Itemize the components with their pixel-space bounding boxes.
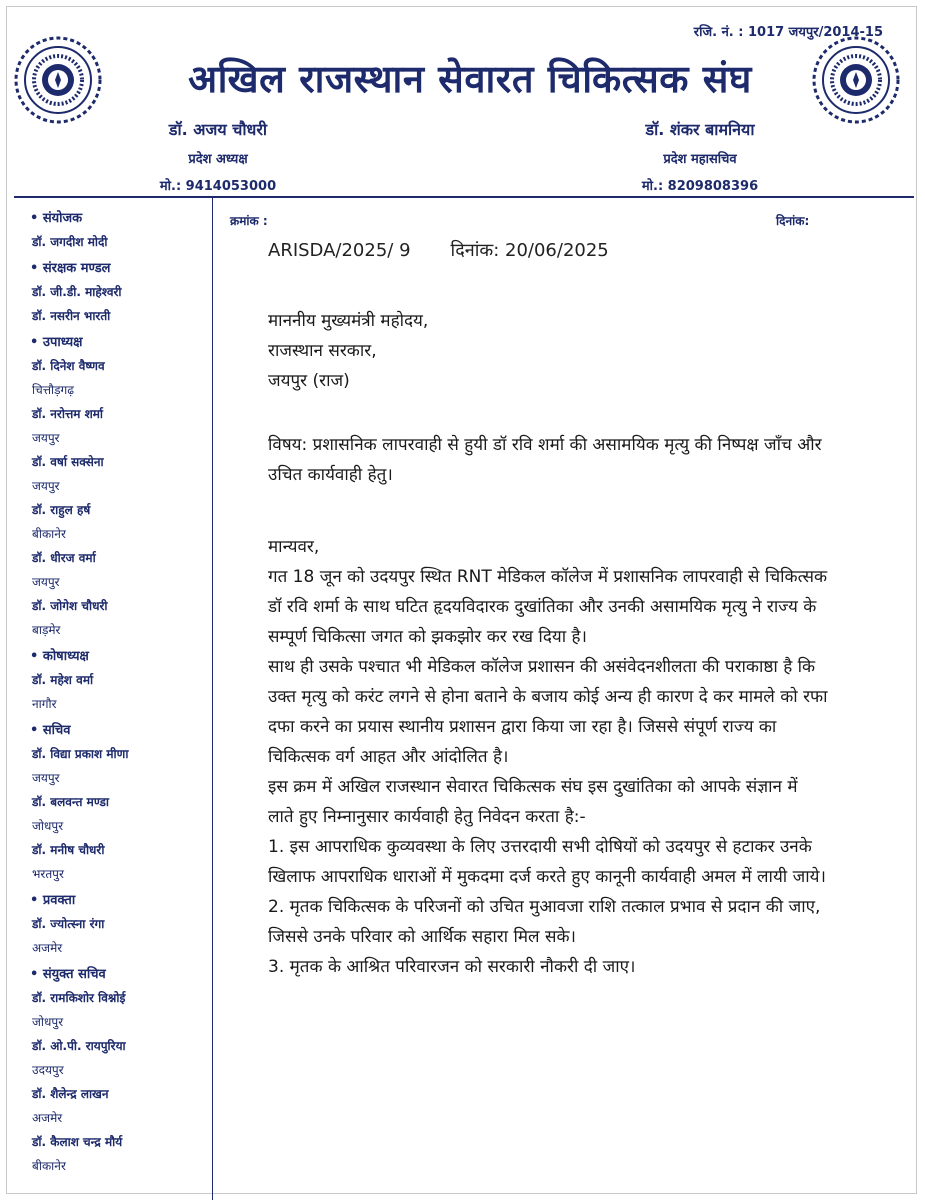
member-name: डॉ. धीरज वर्मा xyxy=(32,551,96,565)
member-name: डॉ. जोगेश चौधरी xyxy=(32,599,108,613)
organization-title: अखिल राजस्थान सेवारत चिकित्सक संघ xyxy=(188,57,752,101)
seal-emblem-icon xyxy=(14,36,102,124)
official-phone: मो.: 9414053000 xyxy=(159,179,277,194)
office-bearers-sidebar xyxy=(30,208,210,1174)
letter-subject: विषय: प्रशासनिक लापरवाही से हुयी डॉ रवि शर्मा की असामयिक मृत्यु की निष्पक्ष जाँच और उचित कार्यवाही हेतु। xyxy=(268,435,822,485)
address-line: राजस्थान सरकार, xyxy=(268,341,377,361)
sidebar-section-title: • संयोजक xyxy=(30,211,83,226)
member-name: डॉ. वर्षा सक्सेना xyxy=(32,455,104,469)
sidebar-section-title: • उपाध्यक्ष xyxy=(30,335,83,350)
member-name: डॉ. जगदीश मोदी xyxy=(32,235,108,249)
header-divider xyxy=(14,196,914,198)
member-place: जयपुर xyxy=(32,771,60,785)
member-place: बाड़मेर xyxy=(32,623,61,637)
official-right xyxy=(600,118,800,194)
sidebar-section-title: • सचिव xyxy=(30,723,71,738)
member-name: डॉ. नसरीन भारती xyxy=(32,309,111,323)
member-name: डॉ. ज्योत्स्ना रंगा xyxy=(32,917,105,931)
official-left xyxy=(118,118,318,194)
address-line: माननीय मुख्यमंत्री महोदय, xyxy=(268,311,429,331)
member-name: डॉ. जी.डी. माहेश्वरी xyxy=(32,285,122,299)
member-place: जयपुर xyxy=(32,575,60,589)
official-name: डॉ. अजय चौधरी xyxy=(168,120,268,139)
member-place: बीकानेर xyxy=(32,527,66,541)
member-place: भरतपुर xyxy=(32,867,64,881)
member-place: जयपुर xyxy=(32,431,60,445)
address-line: जयपुर (राज) xyxy=(268,371,350,391)
member-name: डॉ. मनीष चौधरी xyxy=(32,843,105,857)
registration-number: रजि. नं. : 1017 जयपुर/2014-15 xyxy=(693,25,883,40)
member-name: डॉ. ओ.पी. रायपुरिया xyxy=(32,1039,126,1053)
sidebar-section-title: • संयुक्त सचिव xyxy=(30,967,106,982)
member-place: नागौर xyxy=(32,697,57,711)
member-place: चित्तौड़गढ़ xyxy=(32,383,75,397)
member-name: डॉ. विद्या प्रकाश मीणा xyxy=(32,747,129,761)
letter-body xyxy=(268,532,828,982)
sidebar-section-title: • प्रवक्ता xyxy=(30,893,76,908)
member-place: उदयपुर xyxy=(32,1063,64,1077)
member-name: डॉ. दिनेश वैष्णव xyxy=(32,359,105,373)
sidebar-section-title: • कोषाध्यक्ष xyxy=(30,649,89,664)
seal-emblem-icon xyxy=(812,36,900,124)
official-title: प्रदेश महासचिव xyxy=(663,152,737,167)
body-paragraph: इस क्रम में अखिल राजस्थान सेवारत चिकित्सक संघ इस दुखांतिका को आपके संज्ञान में लाते हुए निम्नानुसार कार्यवाही हेतु निवेदन करता है:- xyxy=(268,777,798,827)
member-place: जोधपुर xyxy=(32,1015,64,1029)
demand-item: 1. इस आपराधिक कुव्यवस्था के लिए उत्तरदायी सभी दोषियों को उदयपुर से हटाकर उनके खिलाफ आपराधिक धाराओं में मुकदमा दर्ज करते हुए कानूनी कार्यवाही अमल में लायी जाये। xyxy=(268,837,826,887)
member-name: डॉ. महेश वर्मा xyxy=(32,673,94,687)
member-place: अजमेर xyxy=(32,941,63,955)
body-paragraph: साथ ही उसके पश्चात भी मेडिकल कॉलेज प्रशासन की असंवेदनशीलता की पराकाष्ठा है कि उक्त मृत्यु को करंट लगने से होना बताने के बजाय कोई अन्य ही कारण दे कर मामले को रफा दफा करने का प्रयास स्थानीय प्रशासन द्वारा किया जा रहा है। जिससे संपूर्ण राज्य का चिकित्सक वर्ग आहत और आंदोलित है। xyxy=(268,657,828,767)
member-place: अजमेर xyxy=(32,1111,63,1125)
dinank-label: दिनांक: xyxy=(776,214,810,228)
member-name: डॉ. रामकिशोर विश्नोई xyxy=(32,991,126,1005)
official-phone: मो.: 8209808396 xyxy=(641,179,759,194)
member-name: डॉ. राहुल हर्ष xyxy=(32,503,91,517)
salutation: मान्यवर, xyxy=(268,537,320,557)
sidebar-section-title: • संरक्षक मण्डल xyxy=(30,261,111,276)
official-title: प्रदेश अध्यक्ष xyxy=(188,152,248,167)
kramank-label: क्रमांक : xyxy=(230,214,268,228)
reference-number: ARISDA/2025/ 9 xyxy=(268,240,411,261)
reference-date: दिनांक: 20/06/2025 xyxy=(450,240,609,261)
member-name: डॉ. कैलाश चन्द्र मौर्य xyxy=(32,1135,123,1149)
member-name: डॉ. बलवन्त मण्डा xyxy=(32,795,110,809)
body-paragraph: गत 18 जून को उदयपुर स्थित RNT मेडिकल कॉलेज में प्रशासनिक लापरवाही से चिकित्सक डॉ रवि शर्मा के साथ घटित हृदयविदारक दुखांतिका और उनकी असामयिक मृत्यु ने राज्य के सम्पूर्ण चिकित्सा जगत को झकझोर कर रख दिया है। xyxy=(268,567,828,647)
reference-line xyxy=(268,238,609,262)
sidebar-divider xyxy=(212,198,213,1200)
demand-item: 2. मृतक चिकित्सक के परिजनों को उचित मुआवजा राशि तत्काल प्रभाव से प्रदान की जाए, जिससे उनके परिवार को आर्थिक सहारा मिल सके। xyxy=(268,897,821,947)
demand-item: 3. मृतक के आश्रित परिवारजन को सरकारी नौकरी दी जाए। xyxy=(268,957,636,977)
member-place: बीकानेर xyxy=(32,1159,66,1173)
member-place: जयपुर xyxy=(32,479,60,493)
official-name: डॉ. शंकर बामनिया xyxy=(645,120,755,139)
member-name: डॉ. शैलेन्द्र लाखन xyxy=(32,1087,109,1101)
recipient-address xyxy=(268,306,428,396)
member-name: डॉ. नरोत्तम शर्मा xyxy=(32,407,104,421)
member-place: जोधपुर xyxy=(32,819,64,833)
